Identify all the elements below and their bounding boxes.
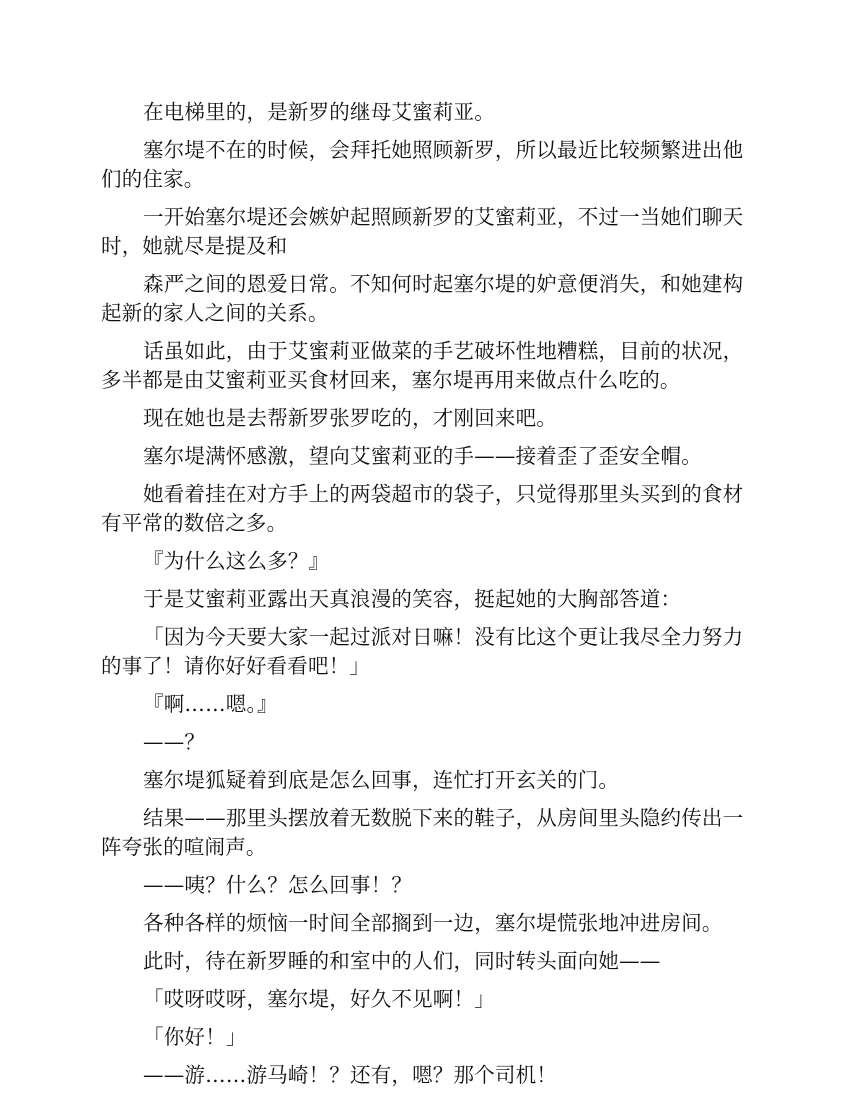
paragraph: 塞尔堤狐疑着到底是怎么回事，连忙打开玄关的门。	[143, 768, 620, 792]
paragraph: 『啊……嗯。』	[143, 692, 278, 716]
paragraph: 塞尔堤不在的时候，会拜托她照顾新罗，所以最近比较频繁进出他们的住家。	[101, 138, 744, 191]
paragraph: 『为什么这么多？』	[143, 549, 330, 573]
paragraph: 森严之间的恩爱日常。不知何时起塞尔堤的妒意便消失，和她建构起新的家人之间的关系。	[101, 272, 744, 325]
paragraph: 「哎呀哎呀，塞尔堤，好久不见啊！」	[143, 987, 495, 1011]
paragraph: ——游……游马崎！？还有，嗯？那个司机！	[143, 1063, 557, 1087]
paragraph: 话虽如此，由于艾蜜莉亚做菜的手艺破坏性地糟糕，目前的状况，多半都是由艾蜜莉亚买食材回来，塞尔堤再用来做点什么吃的。	[101, 339, 744, 392]
paragraph: 在电梯里的，是新罗的继母艾蜜莉亚。	[143, 100, 495, 124]
paragraph: 「你好！」	[143, 1025, 247, 1049]
paragraph: 一开始塞尔堤还会嫉妒起照顾新罗的艾蜜莉亚，不过一当她们聊天时，她就尽是提及和	[101, 205, 744, 258]
paragraph: 塞尔堤满怀感激，望向艾蜜莉亚的手——接着歪了歪安全帽。	[143, 444, 702, 468]
paragraph: 现在她也是去帮新罗张罗吃的，才刚回来吧。	[143, 406, 557, 430]
paragraph: 此时，待在新罗睡的和室中的人们，同时转头面向她——	[143, 949, 661, 973]
paragraph: 于是艾蜜莉亚露出天真浪漫的笑容，挺起她的大胸部答道：	[143, 587, 682, 611]
paragraph: 她看着挂在对方手上的两袋超市的袋子，只觉得那里头买到的食材有平常的数倍之多。	[101, 482, 744, 535]
paragraph: 「因为今天要大家一起过派对日嘛！没有比这个更让我尽全力努力的事了！请你好好看看吧！」	[101, 625, 744, 678]
paragraph: ——？	[143, 730, 206, 754]
paragraph: ——咦？什么？怎么回事！？	[143, 873, 413, 897]
paragraph: 各种各样的烦恼一时间全部搁到一边，塞尔堤慌张地冲进房间。	[143, 911, 723, 935]
paragraph: 结果——那里头摆放着无数脱下来的鞋子，从房间里头隐约传出一阵夸张的喧闹声。	[101, 806, 744, 859]
